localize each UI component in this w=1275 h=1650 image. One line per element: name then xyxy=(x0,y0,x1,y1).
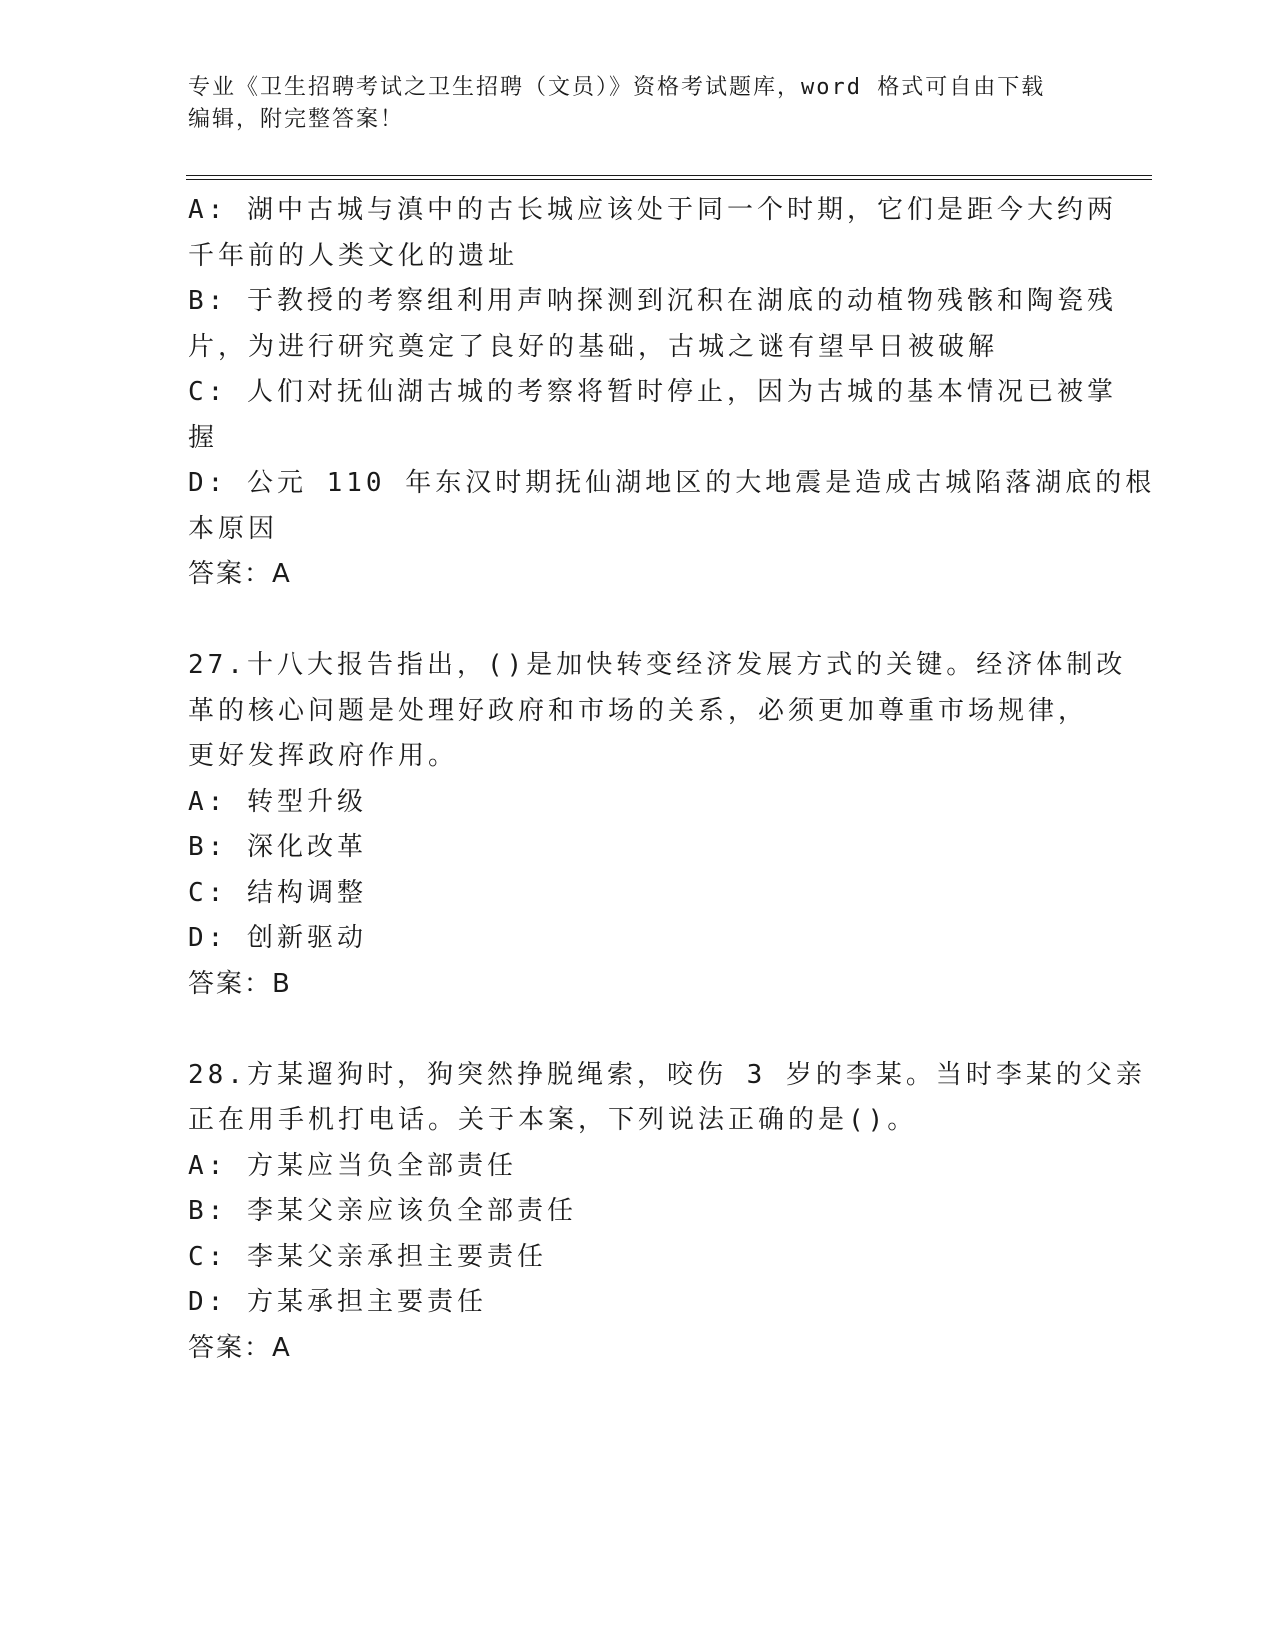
question-27-stem-line-3: 更好发挥政府作用。 xyxy=(188,741,459,771)
answer-27: 答案：B xyxy=(188,968,292,999)
question-28-stem-line-1: 28.方某遛狗时，狗突然挣脱绳索，咬伤 3 岁的李某。当时李某的父亲 xyxy=(188,1059,1146,1090)
option-d-line-1: D: 公元 110 年东汉时期抚仙湖地区的大地震是造成古城陷落湖底的根 xyxy=(188,468,1156,498)
spacer xyxy=(188,1007,1078,1053)
option-a-line-2: 千年前的人类文化的遗址 xyxy=(188,240,519,271)
question-27-stem-line-2: 革的核心问题是处理好政府和市场的关系，必须更加尊重市场规律， xyxy=(188,695,1089,726)
spacer xyxy=(188,598,1078,644)
question-28-stem-line-2: 正在用手机打电话。关于本案，下列说法正确的是()。 xyxy=(188,1105,918,1135)
header-line-2: 编辑，附完整答案！ xyxy=(188,107,405,132)
header-divider xyxy=(186,175,1152,180)
question-27 xyxy=(188,643,1127,1007)
document-header xyxy=(188,72,1088,136)
question-28-option-a: A: 方某应当负全部责任 xyxy=(188,1150,517,1181)
answer-26: 答案：A xyxy=(188,559,292,589)
question-26 xyxy=(188,188,1156,598)
option-c-line-2: 握 xyxy=(188,422,219,453)
question-27-option-a: A: 转型升级 xyxy=(188,786,367,817)
question-28-option-b: B: 李某父亲应该负全部责任 xyxy=(188,1196,577,1226)
question-28-option-d: D: 方某承担主要责任 xyxy=(188,1287,487,1317)
option-d-line-2: 本原因 xyxy=(188,513,279,544)
option-c-line-1: C: 人们对抚仙湖古城的考察将暂时停止，因为古城的基本情况已被掌 xyxy=(188,377,1117,407)
question-27-option-b: B: 深化改革 xyxy=(188,832,367,862)
question-27-stem-line-1: 27.十八大报告指出，()是加快转变经济发展方式的关键。经济体制改 xyxy=(188,650,1127,680)
question-28-option-c: C: 李某父亲承担主要责任 xyxy=(188,1241,547,1272)
option-b-line-2: 片，为进行研究奠定了良好的基础，古城之谜有望早日被破解 xyxy=(188,331,999,362)
option-a-line-1: A: 湖中古城与滇中的古长城应该处于同一个时期，它们是距今大约两 xyxy=(188,195,1117,225)
option-b-line-1: B: 于教授的考察组利用声呐探测到沉积在湖底的动植物残骸和陶瓷残 xyxy=(188,286,1117,316)
question-27-option-c: C: 结构调整 xyxy=(188,877,367,908)
question-content xyxy=(188,188,1156,1371)
answer-28: 答案：A xyxy=(188,1332,292,1363)
question-27-option-d: D: 创新驱动 xyxy=(188,923,367,953)
question-28 xyxy=(188,1053,1146,1372)
header-line-1: 专业《卫生招聘考试之卫生招聘（文员）》资格考试题库，word 格式可自由下载 xyxy=(188,75,1046,100)
